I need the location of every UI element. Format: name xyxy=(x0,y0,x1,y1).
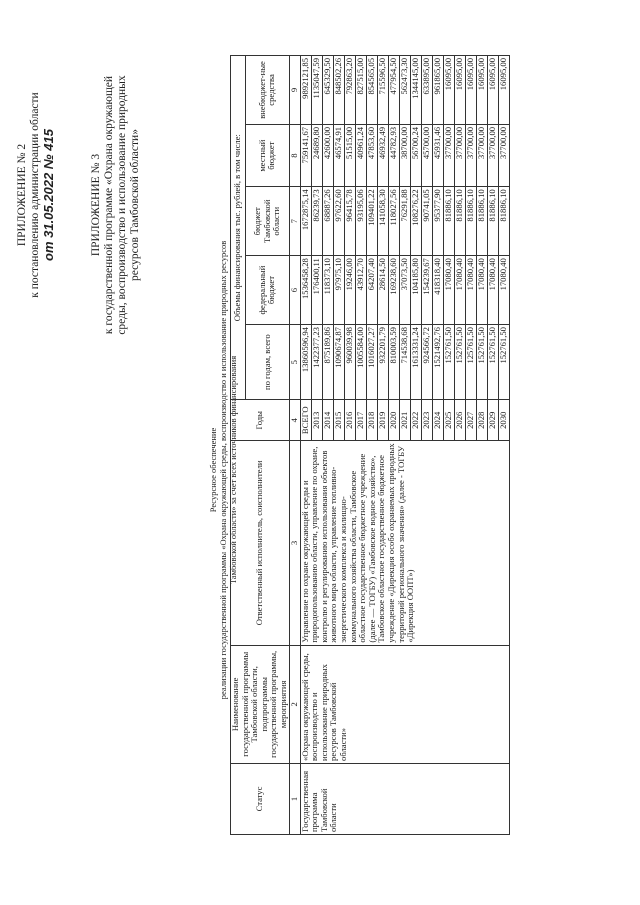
federal-cell: 118373,10 xyxy=(322,256,333,325)
extrabudget-cell: 477954,50 xyxy=(388,56,399,125)
column-index: 6 xyxy=(289,256,300,325)
federal-cell: 19246,00 xyxy=(344,256,355,325)
regional-cell: 108276,22 xyxy=(410,187,421,256)
total-cell: 1521492,76 xyxy=(432,325,443,400)
federal-cell: 176400,11 xyxy=(311,256,322,325)
extrabudget-cell: 16095,00 xyxy=(443,56,454,125)
regional-cell: 81886,10 xyxy=(443,187,454,256)
column-index: 5 xyxy=(289,325,300,400)
year-cell: 2024 xyxy=(432,400,443,441)
column-index: 2 xyxy=(289,645,300,763)
federal-cell: 64207,40 xyxy=(366,256,377,325)
total-cell: 875189,86 xyxy=(322,325,333,400)
year-cell: 2030 xyxy=(498,400,509,441)
total-cell: 152761,50 xyxy=(454,325,465,400)
program-executors: Управление по охране окружающей среды и природопользованию области, управление по охране, контролю и регулированию использования объектов животного мира области, управление топливно-энергетического комплекса и жилищно-коммунального хозяйства области, Тамбовское областное государственное бюджетное учреждение (далее — ТОГБУ) «Тамбовское водное хозяйство», Тамбовское областное государственное бюджетное учреждение «Дирекция особо охраняемых природных территорий регионального значения» (далее - ТОГБУ «Дирекция ООПТ») xyxy=(300,441,509,645)
year-cell: 2014 xyxy=(322,400,333,441)
extrabudget-cell: 792863,20 xyxy=(344,56,355,125)
year-cell: 2013 xyxy=(311,400,322,441)
extrabudget-cell: 1344145,00 xyxy=(410,56,421,125)
federal-cell: 17080,40 xyxy=(498,256,509,325)
extrabudget-cell: 16095,00 xyxy=(454,56,465,125)
total-cell: 960039,98 xyxy=(344,325,355,400)
extrabudget-cell: 562473,30 xyxy=(399,56,410,125)
extrabudget-cell: 848502,26 xyxy=(333,56,344,125)
extrabudget-cell: 854565,05 xyxy=(366,56,377,125)
year-cell: 2018 xyxy=(366,400,377,441)
local-cell: 37700,00 xyxy=(498,124,509,186)
extrabudget-cell: 16095,00 xyxy=(498,56,509,125)
federal-cell: 154239,67 xyxy=(421,256,432,325)
appendix-3-header xyxy=(90,70,142,340)
local-cell: 46574,91 xyxy=(333,124,344,186)
year-cell: 2020 xyxy=(388,400,399,441)
total-cell: 152761,50 xyxy=(476,325,487,400)
year-cell: 2017 xyxy=(355,400,366,441)
column-index: 8 xyxy=(289,124,300,186)
federal-cell: 17080,40 xyxy=(476,256,487,325)
appendix-2-title: ПРИЛОЖЕНИЕ № 2 xyxy=(16,143,28,247)
federal-cell: 17080,40 xyxy=(454,256,465,325)
header-local: местный бюджет xyxy=(246,124,289,186)
local-cell: 38700,00 xyxy=(399,124,410,186)
local-cell: 37700,00 xyxy=(487,124,498,186)
regional-cell: 81886,10 xyxy=(454,187,465,256)
local-cell: 45931,46 xyxy=(432,124,443,186)
appendix-2-header xyxy=(16,70,55,320)
year-cell: 2029 xyxy=(487,400,498,441)
local-cell: 44782,93 xyxy=(388,124,399,186)
regional-cell: 81886,10 xyxy=(476,187,487,256)
header-total: по годам, всего xyxy=(246,325,289,400)
regional-cell: 81886,10 xyxy=(487,187,498,256)
regional-cell: 96415,78 xyxy=(344,187,355,256)
year-cell: 2025 xyxy=(443,400,454,441)
total-cell: 152761,50 xyxy=(443,325,454,400)
federal-cell: 37073,50 xyxy=(399,256,410,325)
funding-table xyxy=(230,55,510,835)
regional-cell: 81886,10 xyxy=(498,187,509,256)
local-cell: 37700,00 xyxy=(465,124,476,186)
column-index: 4 xyxy=(289,400,300,441)
header-extrabudget: внебюджет-ные средства xyxy=(246,56,289,125)
extrabudget-cell: 16095,00 xyxy=(476,56,487,125)
local-cell: 42600,00 xyxy=(322,124,333,186)
year-cell: 2023 xyxy=(421,400,432,441)
local-cell: 37700,00 xyxy=(476,124,487,186)
year-cell: 2026 xyxy=(454,400,465,441)
program-name: «Охрана окружающей среды, воспроизводство и использование природных ресурсов Тамбовской области» xyxy=(300,645,509,763)
regional-cell: 76291,88 xyxy=(399,187,410,256)
regional-cell: 81886,10 xyxy=(465,187,476,256)
local-cell: 759141,67 xyxy=(300,124,311,186)
federal-cell: 17080,40 xyxy=(465,256,476,325)
extrabudget-cell: 715596,50 xyxy=(377,56,388,125)
local-cell: 37700,00 xyxy=(454,124,465,186)
year-cell: 2027 xyxy=(465,400,476,441)
local-cell: 47853,60 xyxy=(366,124,377,186)
year-cell: 2021 xyxy=(399,400,410,441)
program-status: Государственная программа Тамбовской области xyxy=(300,763,509,834)
extrabudget-cell: 16095,00 xyxy=(487,56,498,125)
table-row xyxy=(300,56,311,835)
year-cell: 2028 xyxy=(476,400,487,441)
total-cell: 152761,50 xyxy=(498,325,509,400)
column-index: 7 xyxy=(289,187,300,256)
document-title: Ресурсное обеспечение xyxy=(208,427,218,513)
federal-cell: 17080,40 xyxy=(487,256,498,325)
local-cell: 56700,24 xyxy=(410,124,421,186)
year-cell: 2016 xyxy=(344,400,355,441)
header-funding: Объемы финансирования тыс. рублей, в том числе: xyxy=(231,56,246,400)
federal-cell: 418318,40 xyxy=(432,256,443,325)
extrabudget-cell: 645329,50 xyxy=(322,56,333,125)
extrabudget-cell: 9892121,85 xyxy=(300,56,311,125)
extrabudget-cell: 16095,00 xyxy=(465,56,476,125)
extrabudget-cell: 633895,00 xyxy=(421,56,432,125)
local-cell: 24689,80 xyxy=(311,124,322,186)
federal-cell: 169238,60 xyxy=(388,256,399,325)
federal-cell: 1536458,28 xyxy=(300,256,311,325)
appendix-3-line-3: ресурсов Тамбовской области» xyxy=(129,129,141,281)
federal-cell: 104185,80 xyxy=(410,256,421,325)
regional-cell: 141058,30 xyxy=(377,187,388,256)
extrabudget-cell: 1135047,59 xyxy=(311,56,322,125)
federal-cell: 43912,70 xyxy=(355,256,366,325)
header-regional: бюджет Тамбовской области xyxy=(246,187,289,256)
year-cell: ВСЕГО xyxy=(300,400,311,441)
federal-cell: 17080,40 xyxy=(443,256,454,325)
regional-cell: 86239,73 xyxy=(311,187,322,256)
header-executor: Ответственный исполнитель, соисполнители xyxy=(231,441,290,645)
regional-cell: 93195,06 xyxy=(355,187,366,256)
table-body xyxy=(300,56,509,835)
federal-cell: 97975,10 xyxy=(333,256,344,325)
local-cell: 37700,00 xyxy=(443,124,454,186)
total-cell: 810003,59 xyxy=(388,325,399,400)
total-cell: 1005584,00 xyxy=(355,325,366,400)
handwritten-date-number: от 31.05.2022 № 415 xyxy=(41,129,56,261)
regional-cell: 95377,90 xyxy=(432,187,443,256)
regional-cell: 97622,60 xyxy=(333,187,344,256)
column-index: 1 xyxy=(289,763,300,834)
total-cell: 152761,50 xyxy=(487,325,498,400)
total-cell: 1613331,24 xyxy=(410,325,421,400)
total-cell: 125761,50 xyxy=(465,325,476,400)
local-cell: 46932,49 xyxy=(377,124,388,186)
federal-cell: 28614,50 xyxy=(377,256,388,325)
header-federal: федеральный бюджет xyxy=(246,256,289,325)
appendix-3-title: ПРИЛОЖЕНИЕ № 3 xyxy=(90,153,102,257)
year-cell: 2019 xyxy=(377,400,388,441)
total-cell: 714538,68 xyxy=(399,325,410,400)
column-index: 9 xyxy=(289,56,300,125)
regional-cell: 90741,05 xyxy=(421,187,432,256)
extrabudget-cell: 961865,00 xyxy=(432,56,443,125)
appendix-2-line: к постановлению администрации области xyxy=(29,92,41,298)
year-cell: 2015 xyxy=(333,400,344,441)
regional-cell: 68887,26 xyxy=(322,187,333,256)
regional-cell: 1672875,14 xyxy=(300,187,311,256)
total-cell: 1090674,87 xyxy=(333,325,344,400)
total-cell: 932201,79 xyxy=(377,325,388,400)
total-cell: 13860596,94 xyxy=(300,325,311,400)
regional-cell: 118027,56 xyxy=(388,187,399,256)
local-cell: 51515,00 xyxy=(344,124,355,186)
appendix-3-line-1: к государственной программе «Охрана окружающей xyxy=(103,75,115,335)
header-years: Годы xyxy=(231,400,290,441)
document-subtitle: реализации государственной программы «Охрана окружающей среды, воспроизводство и использование природных ресурсов Тамбовской области» за счет всех источников финансирования xyxy=(218,240,238,700)
appendix-3-line-2: среды, воспроизводство и использование природных xyxy=(116,75,128,335)
total-cell: 924566,72 xyxy=(421,325,432,400)
year-cell: 2022 xyxy=(410,400,421,441)
regional-cell: 109401,22 xyxy=(366,187,377,256)
local-cell: 40961,24 xyxy=(355,124,366,186)
total-cell: 1016027,27 xyxy=(366,325,377,400)
column-index: 3 xyxy=(289,441,300,645)
total-cell: 1422377,23 xyxy=(311,325,322,400)
header-status: Статус xyxy=(231,763,290,834)
header-name: Наименование государственной программы Тамбовской области, подпрограммы государственной программы, мероприятия xyxy=(231,645,290,763)
extrabudget-cell: 827515,00 xyxy=(355,56,366,125)
local-cell: 45700,00 xyxy=(421,124,432,186)
